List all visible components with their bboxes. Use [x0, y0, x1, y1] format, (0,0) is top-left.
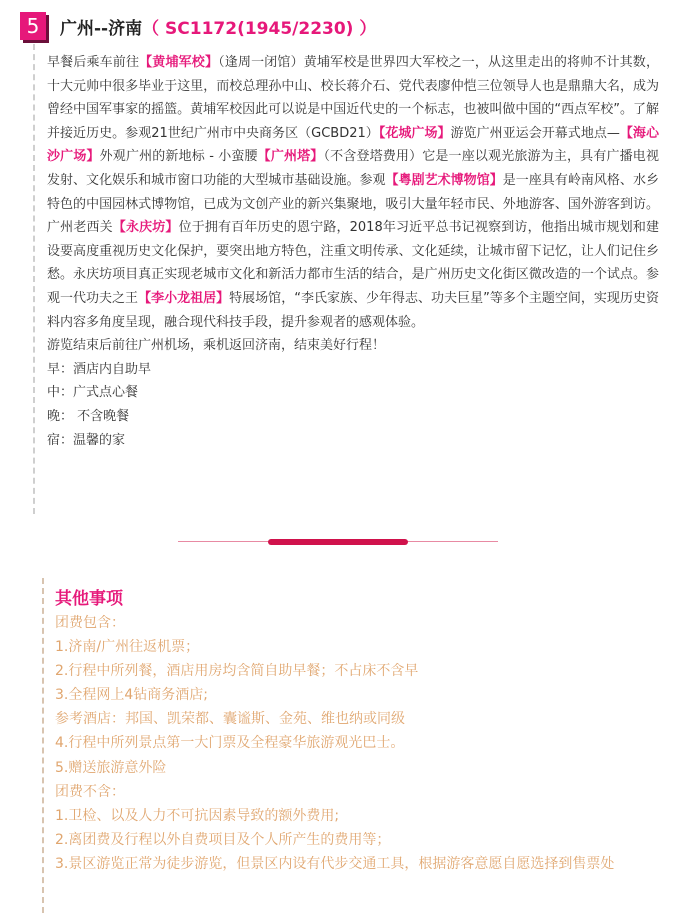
list-item: 2.行程中所列餐，酒店用房均含简自助早餐；不占床不含早 — [55, 663, 419, 680]
list-item: 3.景区游览正常为徒步游览，但景区内设有代步交通工具，根据游客意愿自愿选择到售票处 — [55, 855, 615, 872]
meal-breakfast: 早：酒店内自助早 — [47, 361, 152, 377]
other-section-title: 其他事项 — [55, 589, 123, 609]
list-item: 2.离团费及行程以外自费项目及个人所产生的费用等； — [55, 831, 391, 848]
list-item: 5.赠送旅游意外险 — [55, 759, 167, 776]
list-item: 3.全程网上4钻商务酒店; — [55, 687, 208, 704]
flight-code: （ SC1172(1945/2230) ） — [142, 19, 377, 39]
day-title — [60, 14, 376, 39]
attraction-canton-tower: 【广州塔】 — [257, 149, 324, 165]
itinerary-body — [47, 51, 659, 452]
attraction-huacheng: 【花城广场】 — [378, 125, 451, 141]
other-items-list — [55, 611, 655, 876]
meal-lunch: 中：广式点心餐 — [47, 385, 139, 401]
attraction-yongqingfang: 【永庆坊】 — [112, 220, 179, 236]
closing-line: 游览结束后前往广州机场，乘机返回济南，结束美好行程！ — [47, 338, 386, 354]
timeline-dashed-line — [33, 44, 35, 514]
attraction-opera-museum: 【粤剧艺术博物馆】 — [385, 172, 503, 188]
itinerary-paragraph: 早餐后乘车前往【黄埔军校】（逢周一闭馆）黄埔军校是世界四大军校之一，从这里走出的将帅不计其数，十大元帅中很多毕业于这里，而校总理孙中山、校长蒋介石、党代表廖仲恺三位领导人也是鼎鼎大名，成为曾经中国军事家的摇篮。黄埔军校因此可以说是中国近代史的一个标志，也被叫做中国的“西点军校”。了解并接近历史。参观21世纪广州市中央商务区（GCBD21）【花城广场】游览广州亚运会开幕式地点—【海心沙广场】外观广州的新地标 - 小蛮腰【广州塔】（不含登塔费用）它是一座以观光旅游为主，具有广播电视发射、文化娱乐和城市窗口功能的大型城市基础设施。参观【粤剧艺术博物馆】是一座具有岭南风格、水乡特色的中国园林式博物馆，已成为文创产业的新兴集聚地，吸引大量年轻市民、外地游客、国外游客到访。广州老西关【永庆坊】位于拥有百年历史的恩宁路，2018年习近平总书记视察到访，他指出城市规划和建设要高度重视历史文化保护，要突出地方特色，注重文明传承、文化延续，让城市留下记忆，让人们记住乡愁。永庆坊项目真正实现老城市文化和新活力都市生活的结合，是广州历史文化街区微改造的一个试点。参观一代功夫之王【李小龙祖居】特展场馆，“李氏家族、少年得志、功夫巨星”等多个主题空间，实现历史资料内容多角度呈现，融合现代科技手段，提升参观者的感观体验。 — [47, 55, 659, 330]
lodging: 宿：温馨的家 — [47, 432, 126, 448]
attraction-haixinsha: 【海心沙广场】 — [47, 125, 659, 165]
route-text: 广州--济南 — [60, 19, 143, 39]
list-item: 团费包含： — [55, 615, 125, 631]
attraction-huangpu: 【黄埔军校】 — [139, 55, 219, 70]
attraction-bruce-lee: 【李小龙祖居】 — [138, 290, 230, 306]
list-item: 参考酒店：邦国、凯荣都、囊谧斯、金苑、维也纳或同级 — [55, 711, 405, 728]
list-item: 1.济南/广州往返机票； — [55, 639, 200, 656]
list-item: 团费不含： — [55, 783, 125, 800]
other-dashed-line — [42, 578, 44, 913]
day-number-badge: 5 — [20, 12, 46, 40]
list-item: 1.卫检、以及人力不可抗因素导致的额外费用; — [55, 807, 340, 824]
list-item: 4.行程中所列景点第一大门票及全程豪华旅游观光巴士。 — [55, 735, 405, 752]
section-divider — [178, 538, 498, 546]
meal-dinner: 晚： 不含晚餐 — [47, 408, 130, 424]
